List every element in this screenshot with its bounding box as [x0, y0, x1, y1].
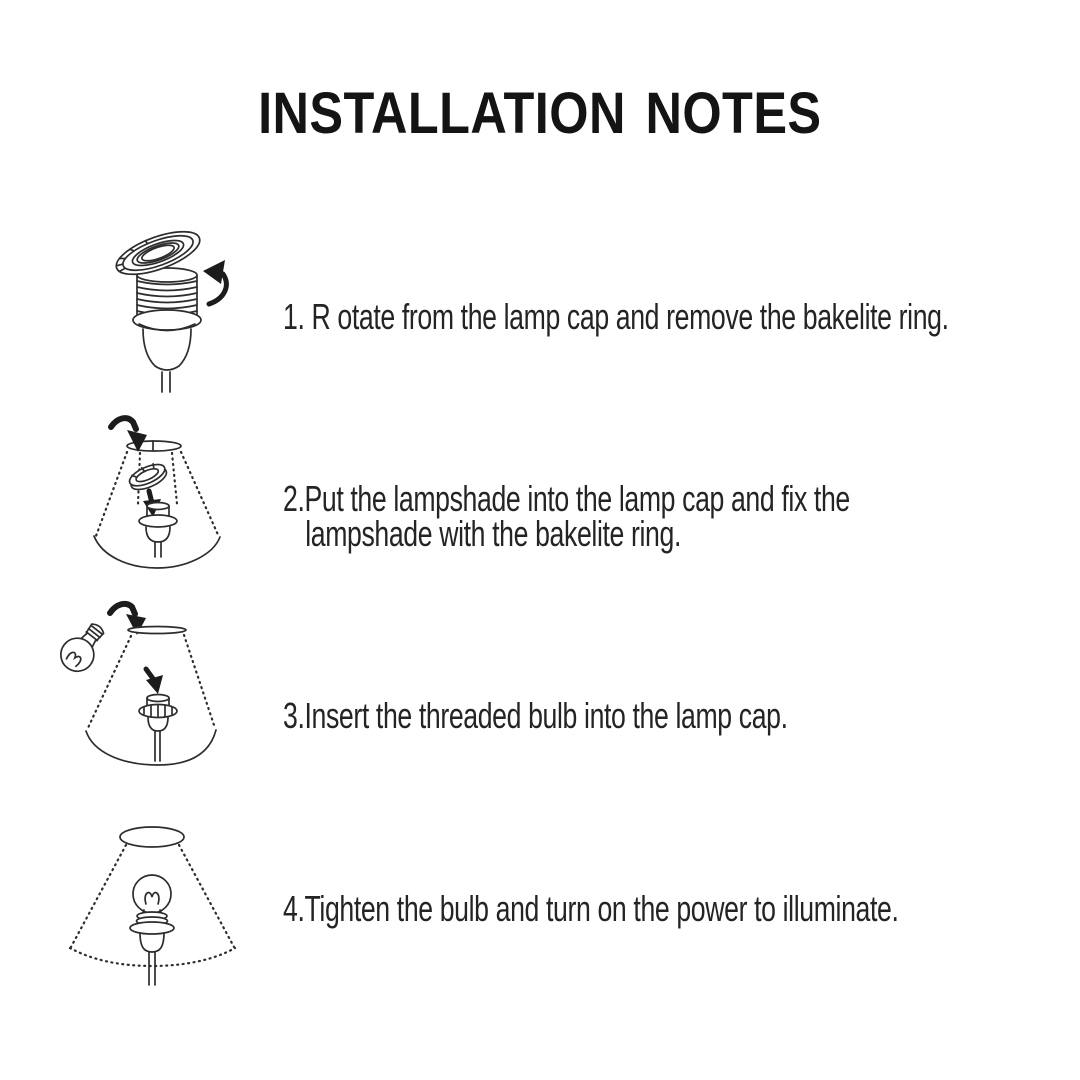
step-2-line-1: 2.Put the lampshade into the lamp cap and fix the	[283, 478, 850, 519]
step-4-illustration	[55, 805, 250, 995]
bakelite-ring	[111, 223, 205, 283]
page-title-text: INSTALLATION NOTES	[258, 81, 822, 146]
lamp-cap	[139, 503, 177, 558]
step-1-line-1: 1. R otate from the lamp cap and remove the bakelite ring.	[283, 296, 949, 337]
step-2-text	[283, 478, 1053, 554]
rotate-arrow-icon	[203, 260, 226, 304]
lamp-socket	[133, 268, 201, 392]
light-bulb	[54, 616, 112, 677]
step-1-text	[283, 296, 1053, 337]
page-title	[0, 81, 1080, 152]
step-4-line-1: 4.Tighten the bulb and turn on the power to illuminate.	[283, 888, 899, 929]
step-2-line-2: lampshade with the bakelite ring.	[305, 513, 681, 554]
step-4-text	[283, 888, 1053, 929]
step-3-text	[283, 695, 1053, 736]
step-3-illustration	[50, 596, 245, 776]
step-1-illustration	[95, 218, 240, 398]
step-3-line-1: 3.Insert the threaded bulb into the lamp cap.	[283, 695, 788, 736]
light-bulb	[133, 875, 171, 914]
step-2-illustration	[70, 410, 250, 580]
lamp-cap	[130, 912, 174, 985]
pointer-arrow-icon	[146, 669, 163, 694]
bakelite-ring	[126, 459, 169, 494]
lamp-cap-with-ring	[139, 695, 177, 762]
